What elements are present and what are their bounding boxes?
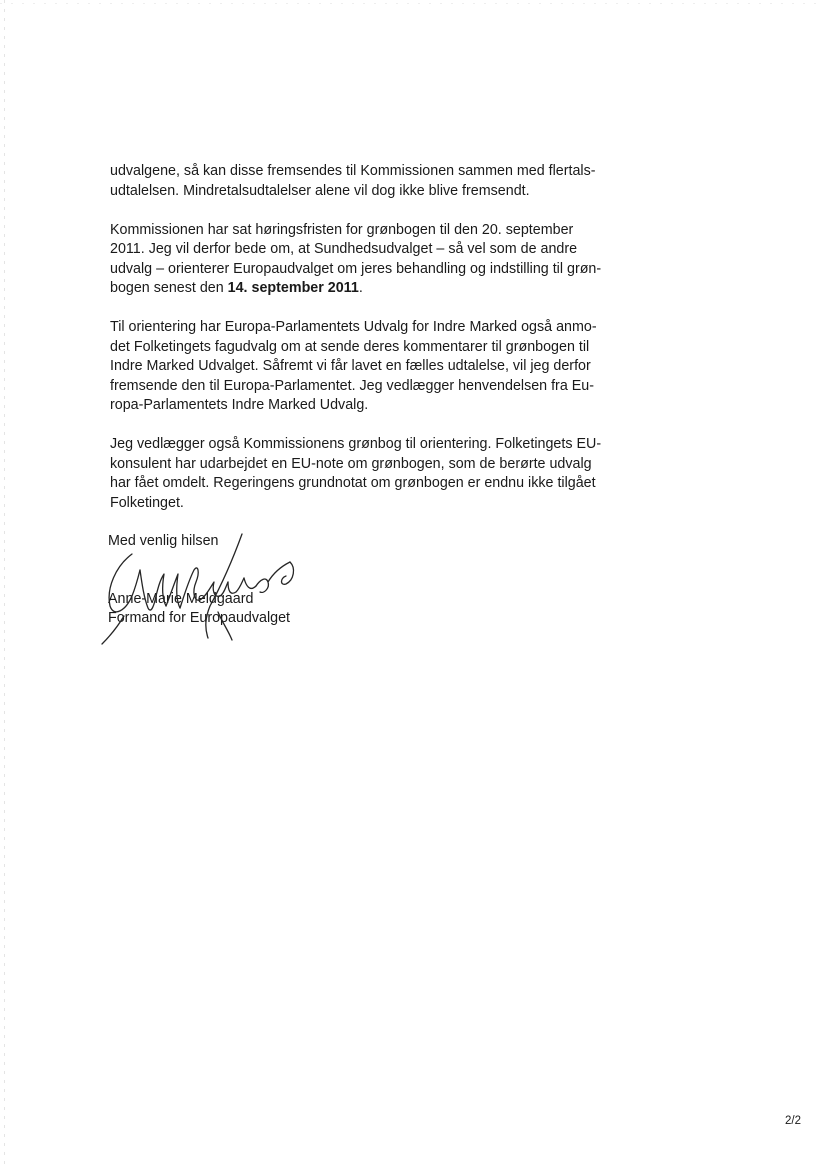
paragraph-groenbog — [110, 435, 602, 513]
text-line: Kommissionen har sat høringsfristen for grønbogen til den 20. september — [110, 221, 574, 238]
text-line: Indre Marked Udvalget. Såfremt vi får lavet en fælles udtalelse, vil jeg derfor — [110, 358, 591, 374]
text-line: 2011. Jeg vil derfor bede om, at Sundhedsudvalget – så vel som de andre — [110, 241, 578, 257]
text-line: Til orientering har Europa-Parlamentets Udvalg for Indre Marked også anmo- — [110, 319, 597, 335]
scan-edge-left — [4, 0, 5, 1168]
signer-name: Anne-Marie Meldgaard — [108, 591, 254, 607]
handwritten-signature — [96, 526, 316, 651]
deadline-prefix: bogen senest den — [110, 280, 228, 296]
text-line: udtalelsen. Mindretalsudtalelser alene vil dog ikke blive fremsendt. — [110, 182, 530, 199]
paragraph-hoeringsfrist — [110, 221, 602, 299]
scan-edge-top — [0, 3, 825, 4]
text-line: udvalgene, så kan disse fremsendes til Kommissionen sammen med flertals- — [110, 163, 596, 179]
letter-body — [110, 162, 602, 533]
deadline-suffix: . — [358, 280, 363, 296]
deadline-date: 14. september 2011 — [227, 280, 359, 296]
deadline-line — [110, 279, 595, 299]
signer-title: Formand for Europaudvalget — [108, 610, 290, 626]
page-number: 2/2 — [785, 1115, 801, 1127]
text-line: ropa-Parlamentets Indre Marked Udvalg. — [110, 397, 369, 413]
paragraph-fremsendelse — [110, 162, 595, 201]
closing-greeting: Med venlig hilsen — [108, 533, 219, 549]
text-line: Folketinget. — [110, 494, 184, 511]
text-line: det Folketingets fagudvalg om at sende deres kommentarer til grønbogen til — [110, 338, 590, 355]
paragraph-europa-parlamentet — [110, 318, 595, 416]
text-line: konsulent har udarbejdet en EU-note om grønbogen, som de berørte udvalg — [110, 455, 592, 472]
text-line: udvalg – orienterer Europaudvalget om jeres behandling og indstilling til grøn- — [110, 260, 602, 277]
text-line: fremsende den til Europa-Parlamentet. Jeg vedlægger henvendelsen fra Eu- — [110, 377, 594, 394]
text-line: Jeg vedlægger også Kommissionens grønbog til orientering. Folketingets EU- — [110, 436, 602, 452]
text-line: har fået omdelt. Regeringens grundnotat om grønbogen er endnu ikke tilgået — [110, 475, 596, 491]
